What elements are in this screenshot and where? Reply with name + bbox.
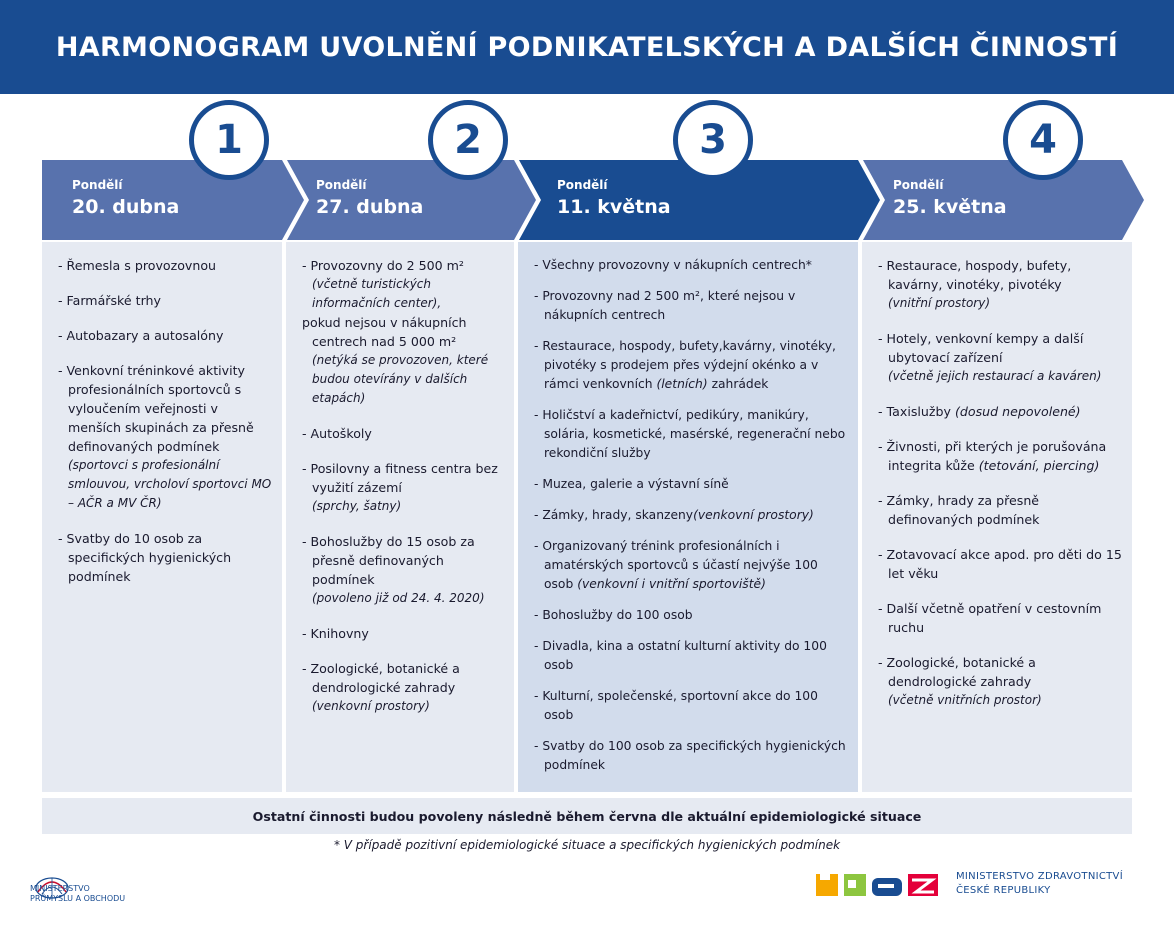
list-item: - Zámky, hrady za přesně definovaných podmínek [878,493,1040,527]
item-note: (netýká se provozoven, které budou otevírány v dalších etapách) [312,353,489,405]
list-item: - Zotavovací akce apod. pro děti do 15 let věku [878,547,1122,581]
phase-4-column [862,242,1132,792]
list-item: - Další včetně opatření v cestovním ruchu [878,601,1102,635]
list-item: - Holičství a kadeřnictví, pedikúry, manikúry, solária, kosmetické, masérské, regenerační nebo rekondiční služby [534,408,846,460]
phase-4-day: Pondělí [893,178,944,192]
phase-2-label [316,178,423,218]
list-item: - Svatby do 10 osob za specifických hygienických podmínek [58,531,232,584]
item-note: (včetně turistických informačních center), [312,277,442,310]
list-item: - Restaurace, hospody, bufety, kavárny, vinotéky, pivotéky (vnitřní prostory) [878,256,1122,313]
page-header [0,0,1174,94]
phase-2-date: 27. dubna [316,196,424,218]
list-item: - Všechny provozovny v nákupních centrech* [534,258,812,272]
item-note: (včetně vnitřních prostor) [888,693,1042,707]
footnote: * V případě pozitivní epidemiologické situace a specifických hygienických podmínek [333,838,841,852]
list-item: - Provozovny do 2 500 m² (včetně turistických informačních center), pokud nejsou v nákupních centrech nad 5 000 m² (netýká se provozoven, které budou otevírány v dalších etapách) [302,256,504,408]
list-item: - Organizovaný trénink profesionálních i amatérských sportovců s účastí nejvýše 100 osob (venkovní i vnitřní sportoviště) [534,539,818,591]
list-item: - Bohoslužby do 15 osob za přesně definovaných podmínek (povoleno již od 24. 4. 2020) [302,532,504,608]
list-item: - Knihovny [302,626,369,641]
list-item: - Autobazary a autosalóny [58,328,224,343]
list-item: - Bohoslužby do 100 osob [534,608,693,622]
list-item: - Autoškoly [302,426,372,441]
item-note: (sprchy, šatny) [312,499,402,513]
list-item: - Farmářské trhy [58,293,161,308]
phase-3-list [534,256,848,775]
item-note: (povoleno již od 24. 4. 2020) [312,591,485,605]
footer-bar [42,798,1132,834]
list-item: - Hotely, venkovní kempy a další ubytovací zařízení (včetně jejich restaurací a kaváren) [878,329,1122,386]
phase-1-date: 20. dubna [72,196,180,218]
item-note: (vnitřní prostory) [888,296,991,310]
list-item: - Zoologické, botanické a dendrologické zahrady (včetně vnitřních prostor) [878,653,1122,710]
phase-3-number: 3 [673,100,753,180]
list-item: - Zámky, hrady, skanzeny(venkovní prostory) [534,508,814,522]
item-note: (sportovci s profesionální smlouvou, vrcholoví sportovci MO – AČR a MV ČR) [68,458,272,510]
phase-3-date: 11. května [557,196,671,218]
list-item: - Provozovny nad 2 500 m², které nejsou v nákupních centrech [534,289,796,322]
page-title: HARMONOGRAM UVOLNĚNÍ PODNIKATELSKÝCH A DALŠÍCH ČINNOSTÍ [55,31,1119,63]
list-item: - Divadla, kina a ostatní kulturní aktivity do 100 osob [534,639,827,672]
footer-text: Ostatní činnosti budou povoleny následně během června dle aktuální epidemiologické situace [252,808,922,824]
phase-3-label [557,178,671,218]
phase-1-number: 1 [189,100,269,180]
phase-1-day: Pondělí [72,178,123,192]
item-note: (venkovní prostory) [693,508,814,522]
list-item: - Řemesla s provozovnou [58,258,217,273]
phase-4-label [893,178,1007,218]
phase-4-list [878,256,1122,710]
phase-4-date: 25. května [893,196,1007,218]
list-item: - Posilovny a fitness centra bez využití zázemí (sprchy, šatny) [302,459,504,516]
phase-2-list [302,256,504,716]
mz-logo-text: MINISTERSTVO ZDRAVOTNICTVÍ ČESKÉ REPUBLIKY [956,871,1123,896]
mz-logo-icon [816,868,944,900]
item-note: (tetování, piercing) [978,458,1100,473]
mpo-logo-text: MINISTERSTVO PRŮMYSLU A OBCHODU [30,884,126,903]
list-item: - Venkovní tréninkové aktivity profesionálních sportovců s vyloučením veřejnosti v menších skupinách za přesně definovaných podmínek (sportovci s profesionální smlouvou, vrcholoví sportovci MO – AČR a MV ČR) [58,361,272,513]
phase-3-column [518,242,858,792]
list-item: - Svatby do 100 osob za specifických hygienických podmínek [534,739,846,772]
phase-2-day: Pondělí [316,178,367,192]
phase-2-column [286,242,514,792]
phase-1-column [42,242,282,792]
phase-1-list [58,256,272,586]
item-note: (včetně jejich restaurací a kaváren) [888,369,1102,383]
phase-2-number: 2 [428,100,508,180]
item-note: (dosud nepovolené) [954,404,1081,419]
list-item: - Živnosti, při kterých je porušována integrita kůže (tetování, piercing) [878,439,1107,473]
list-item: - Taxislužby (dosud nepovolené) [878,404,1081,419]
list-item: - Kulturní, společenské, sportovní akce do 100 osob [534,689,818,722]
phase-4-number: 4 [1003,100,1083,180]
phase-1-label [72,178,179,218]
list-item: - Muzea, galerie a výstavní síně [534,477,729,491]
item-note: (venkovní i vnitřní sportoviště) [577,577,766,591]
list-item: - Restaurace, hospody, bufety,kavárny, vinotéky, pivotéky s prodejem přes výdejní okénko a v rámci venkovních (letních) zahrádek [534,339,836,391]
phase-3-day: Pondělí [557,178,608,192]
list-item: - Zoologické, botanické a dendrologické zahrady (venkovní prostory) [302,659,504,716]
item-note: (venkovní prostory) [312,699,430,713]
item-note: (letních) [656,377,708,391]
